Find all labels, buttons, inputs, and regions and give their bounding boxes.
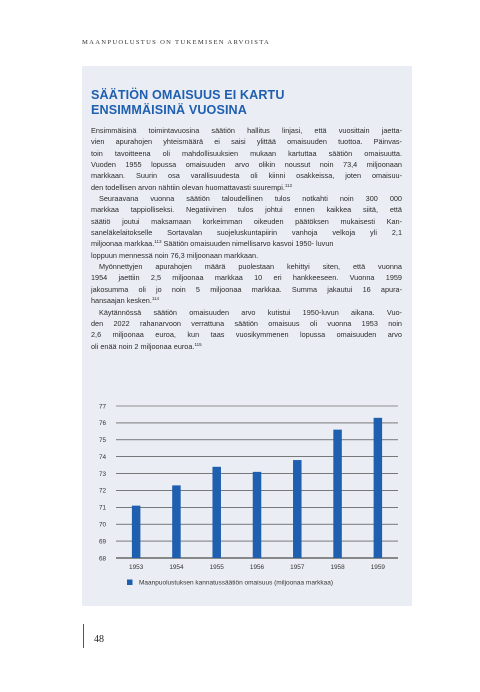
text-line-content: 1954 jaettiin 2,5 miljoonaa markkaa 10 eri hankkeeseen. Vuonna 1959 [91,273,402,283]
y-tick-label: 73 [99,470,107,478]
y-tick-label: 77 [99,403,107,411]
y-tick-label: 76 [99,420,107,428]
x-tick-label: 1953 [129,564,144,571]
bar-1955 [212,467,221,558]
page-number-rule [83,624,84,648]
x-tick-label: 1956 [249,564,265,571]
page-number: 48 [94,634,104,645]
text-line-content: markkaa tappiolliseksi. Negatiivinen tulos johtui ennen kaikkea siitä, että [91,205,402,215]
legend-swatch [127,580,133,586]
text-line-content: Myönnettyjen apurahojen määrä puolestaan kehittyi siten, että vuonna [99,262,402,272]
x-tick-label: 1954 [169,564,184,571]
text-line-content: oli enää noin 2 miljoonaa euroa. [91,341,195,351]
text-line-content: Ensimmäisinä toimintavuosina säätiön hallitus linjasi, että vuosittain jaetta- [91,126,402,135]
y-tick-label: 68 [99,555,107,563]
text-line-content: miljoonaa markkaa. [91,239,155,249]
heading-line-1: SÄÄTIÖN OMAISUUS EI KARTU [91,88,285,102]
text-line-content: Vuoden 1955 lopussa omaisuuden arvo olikin noussut noin 73,4 miljoonaan [91,160,402,170]
legend-label: Maanpuolustuksen kannatussäätiön omaisuus (miljoonaa markkaa) [139,579,334,587]
text-line-content: jakosumma oli jo noin 5 miljoonaa markkaa. Summa jakautui 16 apura- [91,284,402,294]
x-tick-label: 1959 [370,564,385,571]
footnote-ref: 113 [154,239,162,245]
heading-line-2: ENSIMMÄISINÄ VUOSINA [91,103,247,117]
text-line-content: Seuraavana vuonna säätiön taloudellinen tulos notkahti noin 300 000 [99,194,402,204]
x-tick-label: 1955 [209,564,224,571]
bar-1958 [333,430,342,558]
y-tick-label: 70 [99,521,107,529]
text-line-content: Käytännössä säätiön omaisuuden arvo kutistui 1950-luvun aikana. Vuo- [99,307,402,317]
footnote-ref: 112 [284,182,293,188]
text-line-content: markkaan. Suurin osa varallisuudesta oli kiinni osakkeissa, joten omaisuu- [91,171,402,181]
bar-1957 [293,460,302,558]
x-tick-label: 1957 [290,564,305,571]
text-line-content: vien apurahojen yhteismäärä ei saisi ylittää omaisuuden tuottoa. Päinvas- [91,137,402,147]
footnote-ref: 115 [194,341,202,347]
y-tick-label: 74 [99,453,107,461]
text-line-content: den todellisen arvon nähtiin olevan huomattavasti suurempi. [91,182,285,192]
y-tick-label: 75 [99,437,107,445]
text-line-content: saneläkelaitokselle Sortavalan suojeluskuntapiirin vanhoja velkoja yli 2,1 [91,228,402,238]
footnote-ref: 114 [151,296,160,302]
text-line-content: säätiö joutui maksamaan korkeimman oikeuden päätöksen mukaisesti Kan- [91,216,402,226]
running-head: MAANPUOLUSTUS ON TUKEMISEN ARVOISTA [82,39,271,46]
text-line-content: hansaajan kesken. [91,296,152,306]
bar-1956 [253,472,262,558]
bar-1954 [172,485,181,558]
text-line-content: 2,6 miljoonaa euroa, kun taas vuosikymmenen lopussa omaisuuden arvo [91,330,402,340]
bar-1953 [132,506,141,558]
text-line-content: toin tavoitteena oli mahdollisuuksien mukaan kartuttaa säätiön omaisuutta. [91,148,402,158]
text-line-content: Säätiön omaisuuden nimellisarvo kasvoi 1950- luvun [161,239,334,249]
y-tick-label: 71 [99,504,107,512]
y-tick-label: 72 [99,487,107,495]
y-tick-label: 69 [99,538,107,546]
text-line-content: den 2022 rahanarvoon verrattuna säätiön omaisuus oli vuonna 1953 noin [91,318,402,328]
x-tick-label: 1958 [330,564,345,571]
bar-1959 [374,418,383,558]
text-line-content: loppuun mennessä noin 76,3 miljoonaan markkaan. [91,250,259,260]
